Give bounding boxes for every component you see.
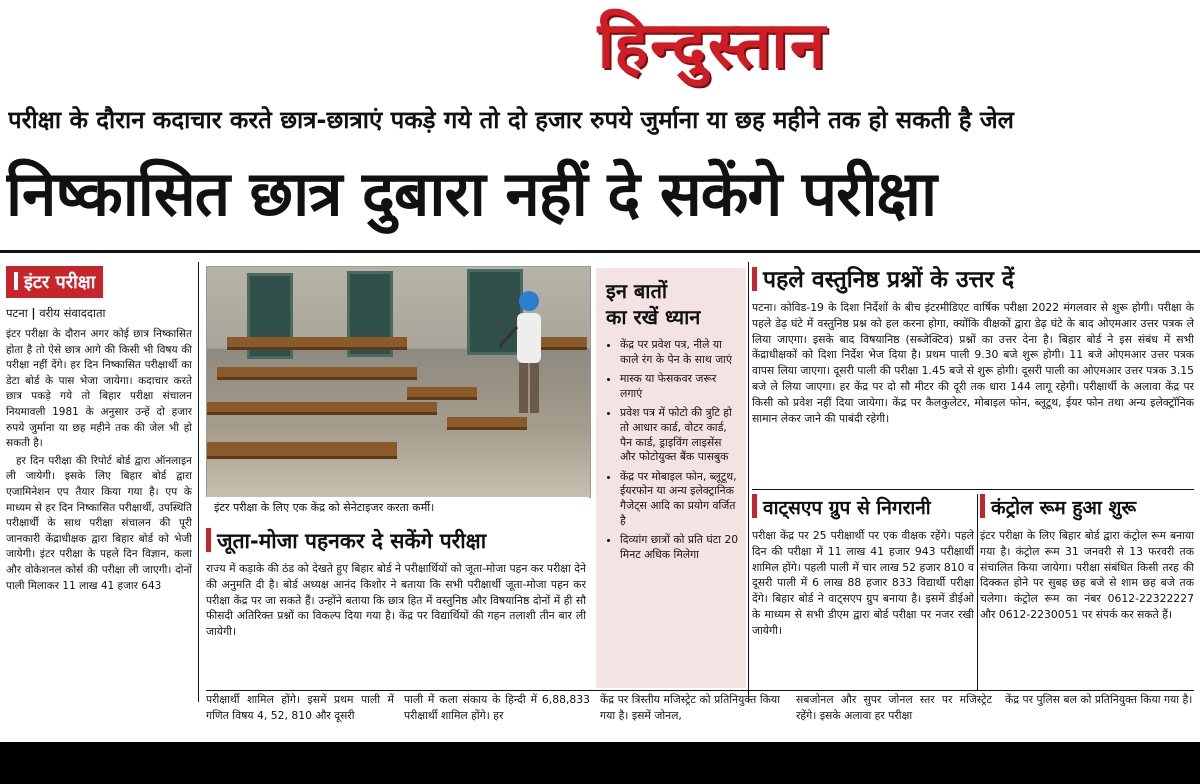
- continuation-text: परीक्षार्थी शामिल होंगे। इसमें प्रथम पाली में गणित विषय 4, 52, 810 और दूसरी: [206, 693, 394, 722]
- kicker-line: परीक्षा के दौरान कदाचार करते छात्र-छात्राएं पकड़े गये तो दो हजार रुपये जुर्माना या छह महीने तक हो सकती है जेल: [8, 106, 1014, 134]
- column-rule: [748, 262, 749, 702]
- worker-figure: [499, 287, 559, 427]
- headline-rule: [0, 250, 1200, 253]
- section-rule: [752, 489, 1194, 490]
- photo-caption: इंटर परीक्षा के लिए एक केंद्र को सेनेटाइजर करता कर्मी।: [206, 497, 589, 519]
- whatsapp-story: [752, 494, 974, 690]
- control-room-title: कंट्रोल रूम हुआ शुरू: [980, 494, 1194, 522]
- main-headline: निष्कासित छात्र दुबारा नहीं दे सकेंगे परीक्षा: [6, 157, 937, 230]
- objective-questions-story: [752, 266, 1194, 486]
- bench-shape: [207, 402, 437, 415]
- control-room-body: इंटर परीक्षा के लिए बिहार बोर्ड द्वारा कंट्रोल रूम बनाया गया है। कंट्रोल रूम 31 जनवरी से 13 फरवरी तक संचालित किया जायेगा। परीक्षा संबंधित किसी तरह की दिक्कत होने पर सुबह छह बजे से शाम छह बजे तक चलेगा। कंट्रोल रूम का नंबर 0612-22322227 और 0612-2230051 पर संपर्क कर सकते हैं।: [980, 529, 1194, 621]
- list-item: • मास्क या फेसकवर जरूर लगाएं: [620, 372, 740, 401]
- objective-story-body: पटना। कोविड-19 के दिशा निर्देशों के बीच इंटरमीडिएट वार्षिक परीक्षा 2022 मंगलवार से शुरू होगी। परीक्षा के पहले डेढ़ घंटे में वस्तुनिष्ठ प्रश्न को हल करना होगा, क्योंकि वीक्षकों द्वारा डेढ़ घंटे के बाद ओएमआर उत्तर पत्रक ले लिया जाएगा। इसके बाद विषयानिष्ठ (सब्जेक्टिव) प्रश्नों का उत्तर देना है। बिहार बोर्ड ने इस संबंध में सभी केंद्राधीक्षकों को दिशा निर्देश भेज दिया है। प्रथम पाली 9.30 बजे शुरू होगी। 11 बजे ओएमआर उत्तर पत्रक वापस लिया जाएगा। दूसरी पाली की परीक्षा 1.45 बजे से शुरू होगी। दूसरी पाली का ओएमआर उत्तर पत्रक 3.15 बजे ले लिया जाएगा। हर केंद्र पर दो सौ मीटर की दूरी तक धारा 144 लागू रहेगी। परीक्षार्थी के अलावा केंद्र पर किसी को प्रवेश नहीं दिया जायेगा। केंद्र पर कैलकुलेटर, मोबाइल फोन, ब्लूटूथ, ईयर फोन तथा अन्य इलेक्ट्रॉनिक सामान लेकर जाने की पाबंदी रहेगी।: [752, 301, 1194, 425]
- bench-shape: [407, 387, 477, 400]
- tips-title: इन बातों का रखें ध्यान: [606, 279, 701, 329]
- shoes-story: [206, 527, 586, 687]
- list-item: • दिव्यांग छात्रों को प्रति घंटा 20 मिनट अधिक मिलेगा: [620, 533, 740, 562]
- newspaper-logo: हिन्दुस्तान: [597, 8, 828, 83]
- control-room-story: [980, 494, 1194, 690]
- objective-story-title: पहले वस्तुनिष्ठ प्रश्नों के उत्तर दें: [752, 266, 1194, 294]
- paragraph: हर दिन परीक्षा की रिपोर्ट बोर्ड द्वारा ऑनलाइन ली जायेगी। इसके लिए बिहार बोर्ड द्वारा एजामिनेशन एप तैयार किया गया है। एप के माध्यम से हर दिन निष्कासित परीक्षार्थी, उपस्थिति परीक्षार्थी के साथ परीक्षा संचालन की पूरी जानकारी केंद्राधीक्षक द्वारा बिहार बोर्ड को भेजी जायेगी। इंटर परीक्षा के पहले दिन विज्ञान, कला और वोकेशनल कोर्स की परीक्षा ली जाएगी। दोनों पाली मिलाकर 11 लाख 41 हजार 643: [6, 454, 192, 592]
- lead-story: [6, 266, 192, 708]
- shoes-story-body: राज्य में कड़ाके की ठंड को देखते हुए बिहार बोर्ड ने परीक्षार्थियों को जूता-मोजा पहन कर परीक्षा देने की अनुमति दी है। बोर्ड अध्यक्ष आनंद किशोर ने बताया कि सभी परीक्षार्थी जूता-मोजा पहन कर परीक्षा केंद्र पर जा सकते हैं। उन्होंने बताया कि छात्र हित में वस्तुनिष्ठ और विषयानिष्ठ दोनों में ही सौ फीसदी अतिरिक्त प्रश्नों का विकल्प दिया गया है। केंद्र पर विद्यार्थियों की गहन तलाशी तीन बार ली जायेगी।: [206, 562, 586, 639]
- tips-list: [596, 338, 746, 562]
- list-item: • केंद्र पर प्रवेश पत्र, नीले या काले रंग के पेन के साथ जाएं: [620, 338, 740, 367]
- column-rule: [977, 494, 978, 690]
- continuation-text: पाली में कला संकाय के हिन्दी में 6,88,833 परीक्षार्थी शामिल होंगे। हर: [404, 693, 590, 722]
- section-tag: इंटर परीक्षा: [6, 266, 103, 298]
- bottom-black-bar: [0, 742, 1200, 784]
- shoes-story-title: जूता-मोजा पहनकर दे सकेंगे परीक्षा: [206, 527, 586, 555]
- masthead: [0, 0, 1200, 96]
- list-item: • केंद्र पर मोबाइल फोन, ब्लूटूथ, ईयरफोन या अन्य इलेक्ट्रानिक गैजेट्स आदि का प्रयोग वर्जित है: [620, 470, 740, 528]
- column-rule: [198, 262, 199, 702]
- whatsapp-story-body: परीक्षा केंद्र पर 25 परीक्षार्थी पर एक वीक्षक रहेंगे। पहले दिन की परीक्षा में 11 लाख 41 हजार 943 परीक्षार्थी शामिल होंगे। पहली पाली में चार लाख 52 हजार 810 व दूसरी पाली में 6 लाख 88 हजार 833 विद्यार्थी परीक्षा देंगे। बिहार बोर्ड ने वाट्सएप ग्रुप बनाया है। इसमें डीईओ के माध्यम से सभी डीएम द्वारा बोर्ड परीक्षा पर नजर रखी जायेगी।: [752, 529, 974, 637]
- continuation-text: केंद्र पर त्रिस्तीय मजिस्ट्रेट को प्रतिनियुक्त किया गया है। इसमें जोनल,: [600, 693, 780, 722]
- tips-box: [596, 268, 746, 688]
- paragraph: इंटर परीक्षा के दौरान अगर कोई छात्र निष्कासित होता है तो ऐसे छात्र आगे की किसी भी विषय की परीक्षा नहीं देंगे। हर दिन निष्कासित परीक्षार्थी का डेटा बोर्ड के पास भेजा जायेगा। कदाचार करते छात्र पकड़े गये तो बिहार परीक्षा संचालन नियमावली 1981 के अनुसार उन्हें दो हजार रुपये जुर्माना या छह महीने तक की जेल भी हो सकती है।: [6, 328, 192, 450]
- list-item: • प्रवेश पत्र में फोटो की त्रुटि हो तो आधार कार्ड, वोटर कार्ड, पैन कार्ड, ड्राइविंग लाइसेंस और फोटोयुक्त बैंक पासबुक: [620, 406, 740, 464]
- continuation-text: सबजोनल और सुपर जोनल स्तर पर मजिस्ट्रेट रहेंगे। इसके अलावा हर परीक्षा: [796, 693, 992, 722]
- whatsapp-story-title: वाट्सएप ग्रुप से निगरानी: [752, 494, 974, 522]
- bench-shape: [217, 367, 417, 380]
- byline: पटना | वरीय संवाददाता: [6, 306, 106, 320]
- continuation-text: केंद्र पर पुलिस बल को प्रतिनियुक्त किया गया है।: [1005, 693, 1193, 706]
- section-rule: [206, 690, 1194, 691]
- bench-shape: [207, 442, 397, 459]
- classroom-photo: [206, 266, 591, 498]
- lead-story-body: [6, 327, 192, 594]
- bench-shape: [227, 337, 407, 350]
